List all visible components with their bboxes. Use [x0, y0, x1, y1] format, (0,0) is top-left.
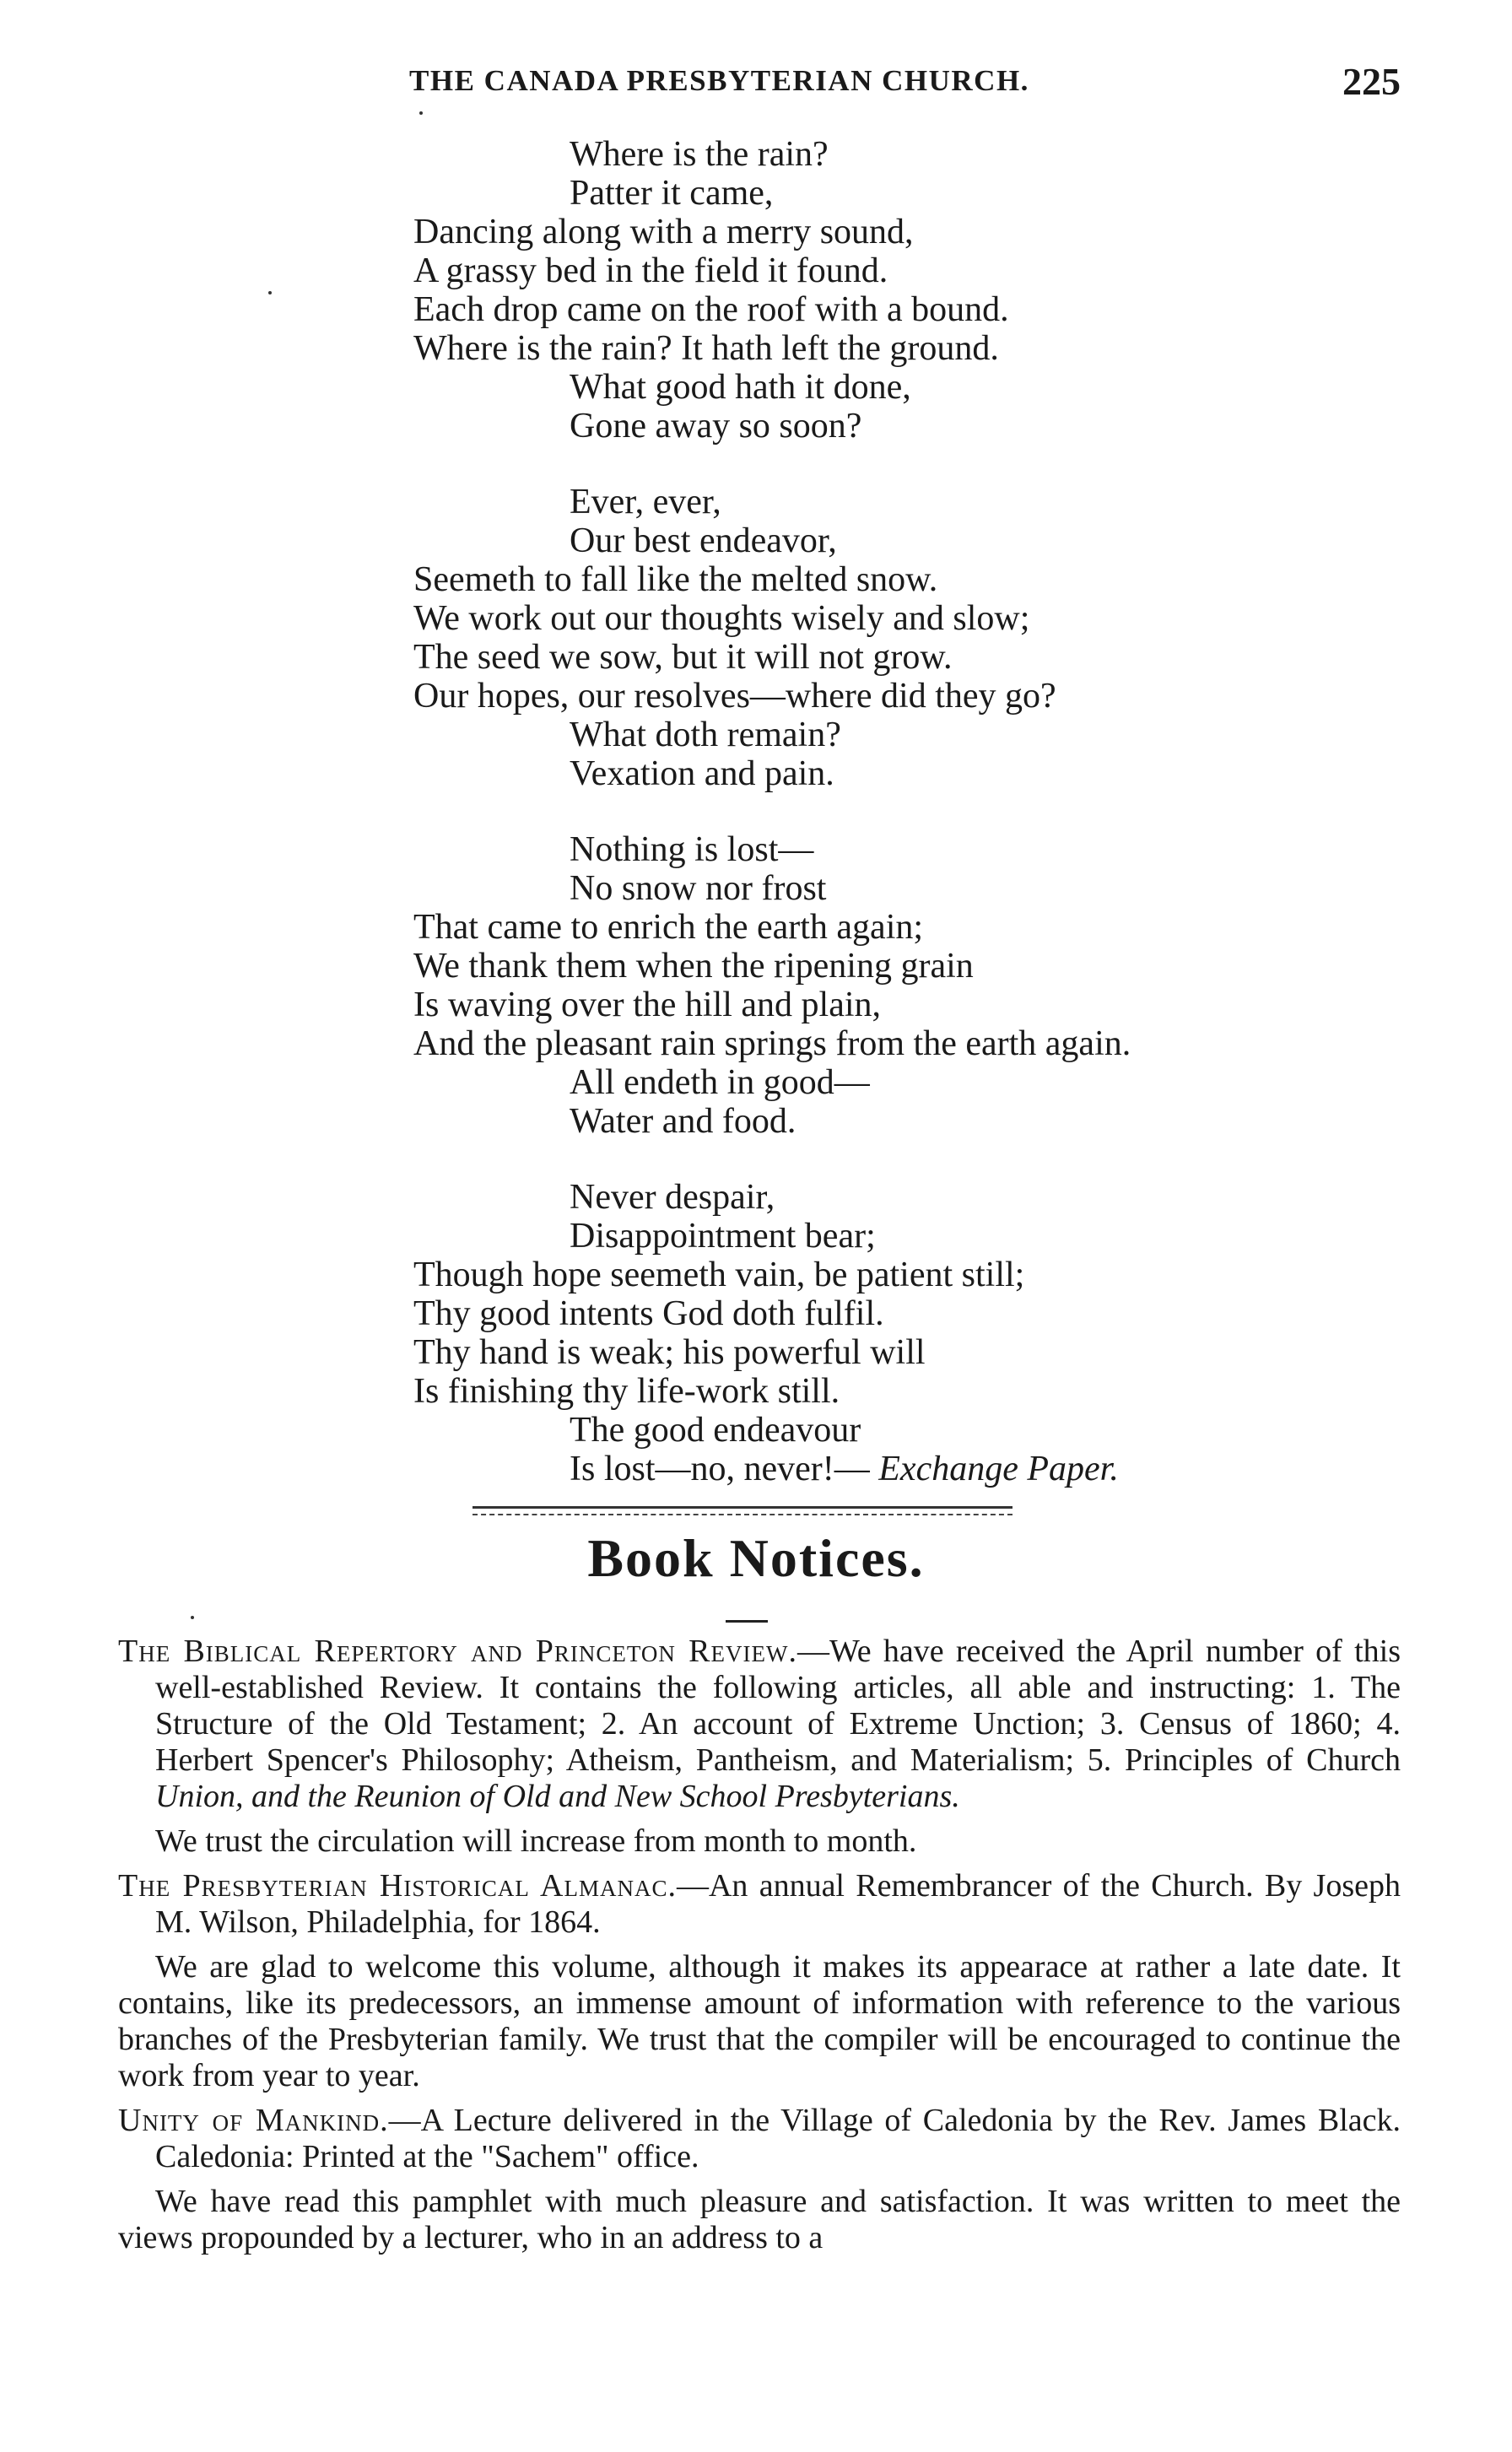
- notice-title: The Biblical Repertory and Princeton Review.: [118, 1634, 797, 1669]
- poem-line: Though hope seemeth vain, be patient still;: [413, 1256, 1025, 1294]
- poem-line: Vexation and pain.: [570, 754, 834, 793]
- poem-stanza: [413, 483, 1342, 793]
- poem-line: And the pleasant rain springs from the earth again.: [413, 1024, 1131, 1063]
- notice-body-italic: Union, and the Reunion of Old and New School Presbyterians.: [155, 1779, 960, 1814]
- poem-line: That came to enrich the earth again;: [413, 908, 924, 947]
- poem-stanza: [413, 1178, 1342, 1488]
- running-title: THE CANADA PRESBYTERIAN CHURCH.: [409, 64, 1029, 97]
- poem-line: Thy hand is weak; his powerful will: [413, 1333, 926, 1372]
- poem-line: Never despair,: [570, 1178, 775, 1217]
- book-notices: [118, 1634, 1401, 2256]
- print-speck: [268, 291, 272, 294]
- notice-entry: [118, 1868, 1401, 1941]
- poem-line: Our best endeavor,: [570, 521, 837, 560]
- page-number: 225: [1342, 60, 1401, 103]
- notice-body: —We have received the April number of this well-established Review. It contains the following articles, all able and instructing: 1. The Structure of the Old Testament; 2. An account of Extreme Unction; 3. Census of 1860; 4. Herbert Spencer's Philosophy; Atheism, Pantheism, and Materialism; 5. Principles of Church: [155, 1634, 1401, 1778]
- poem-line: Water and food.: [570, 1102, 796, 1141]
- poem-line: What doth remain?: [570, 716, 841, 754]
- notice-comment: We have read this pamphlet with much pleasure and satisfaction. It was written to meet the views propounded by a lecturer, who in an address to a: [118, 2184, 1401, 2255]
- poem-line: Patter it came,: [570, 174, 774, 213]
- poem-line: Each drop came on the roof with a bound.: [413, 290, 1009, 329]
- poem-line: Where is the rain? It hath left the ground.: [413, 329, 999, 368]
- poem-line: Ever, ever,: [570, 483, 721, 521]
- section-heading: Book Notices.: [587, 1528, 925, 1588]
- notice-title: Unity of Mankind.: [118, 2103, 389, 2138]
- poem-line: What good hath it done,: [570, 368, 911, 407]
- poem-line: Thy good intents God doth fulfil.: [413, 1294, 884, 1333]
- notice-comment: We trust the circulation will increase from month to month.: [155, 1823, 917, 1859]
- notice-body: —A Lecture delivered in the Village of Caledonia by the Rev. James Black. Caledonia: Printed at the "Sachem" office.: [155, 2103, 1401, 2174]
- poem-line: We work out our thoughts wisely and slow;: [413, 599, 1030, 638]
- poem-stanza: [413, 830, 1342, 1141]
- poem-line: Is waving over the hill and plain,: [413, 986, 882, 1024]
- poem-line: Seemeth to fall like the melted snow.: [413, 560, 938, 599]
- poem-line: [413, 1450, 1342, 1488]
- poem-line: The good endeavour: [570, 1411, 861, 1450]
- print-speck: [191, 1616, 194, 1619]
- poem-line: Where is the rain?: [570, 135, 829, 174]
- notice-entry: [118, 1634, 1401, 1815]
- heading-rule: [726, 1620, 768, 1623]
- poem-line: Nothing is lost—: [570, 830, 814, 869]
- running-header: [118, 59, 1401, 110]
- notice-comment: We are glad to welcome this volume, although it makes its appearace at rather a late date. It contains, like its predecessors, an immense amount of information with reference to the various branches of the Presbyterian family. We trust that the compiler will be encouraged to continue the work from year to year.: [118, 1949, 1401, 2093]
- poem-line: A grassy bed in the field it found.: [413, 251, 888, 290]
- poem-line: Dancing along with a merry sound,: [413, 213, 914, 251]
- poem-line: We thank them when the ripening grain: [413, 947, 974, 986]
- poem-line: Is finishing thy life-work still.: [413, 1372, 840, 1411]
- poem-last-line: Is lost—no, never!—: [570, 1450, 870, 1488]
- notice-entry: [118, 2103, 1401, 2175]
- print-speck: [419, 111, 423, 115]
- ornamental-rule: [472, 1506, 1012, 1521]
- poem-line: Gone away so soon?: [570, 407, 862, 446]
- poem-attribution: Exchange Paper.: [878, 1450, 1119, 1488]
- poem-line: No snow nor frost: [570, 869, 827, 908]
- notice-body: —An annual Remembrancer of the Church. By Joseph M. Wilson, Philadelphia, for 1864.: [155, 1868, 1401, 1940]
- poem-line: The seed we sow, but it will not grow.: [413, 638, 953, 677]
- notice-title: The Presbyterian Historical Almanac.: [118, 1868, 677, 1904]
- poem-line: Disappointment bear;: [570, 1217, 876, 1256]
- poem: [413, 135, 1342, 1526]
- poem-line: All endeth in good—: [570, 1063, 870, 1102]
- poem-line: Our hopes, our resolves—where did they go?: [413, 677, 1056, 716]
- poem-stanza: [413, 135, 1342, 446]
